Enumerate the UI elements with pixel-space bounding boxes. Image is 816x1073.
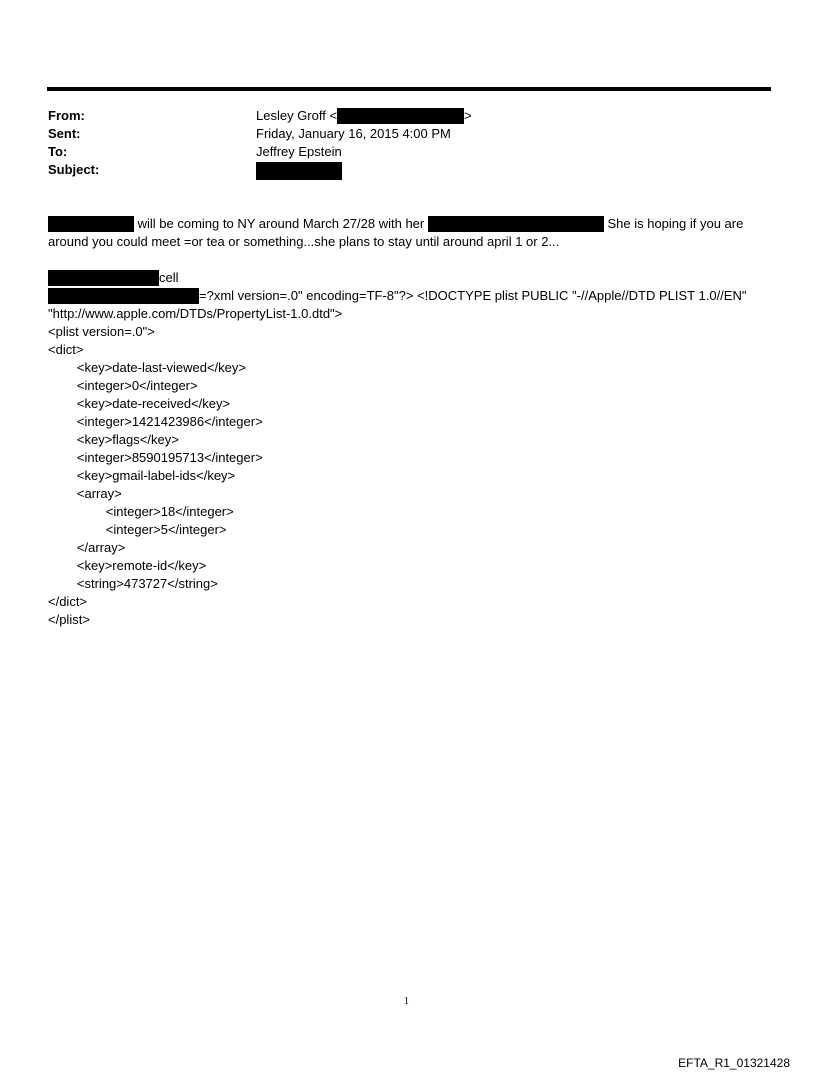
xml-line: <integer>1421423986</integer>: [48, 414, 263, 429]
from-label: From:: [48, 108, 85, 123]
xml-line: <integer>8590195713</integer>: [48, 450, 263, 465]
xml-line: <key>gmail-label-ids</key>: [48, 468, 236, 483]
header-divider: [47, 87, 771, 91]
body-text: will be coming to NY around March 27/28 with her: [134, 216, 428, 231]
body-line-2: around you could meet =or tea or something...she plans to stay until around april 1 or 2...: [48, 234, 560, 249]
xml-line: <string>473727</string>: [48, 576, 218, 591]
xml-first-line: [48, 287, 746, 305]
xml-line: <key>date-last-viewed</key>: [48, 360, 246, 375]
sent-label: Sent:: [48, 126, 81, 141]
from-name: Lesley Groff <: [256, 108, 338, 123]
redaction-box: [48, 216, 134, 232]
xml-line: <key>flags</key>: [48, 432, 179, 447]
xml-line: </dict>: [48, 594, 88, 609]
redaction-box: [337, 108, 464, 124]
xml-line: </array>: [48, 540, 126, 555]
xml-line: <array>: [48, 486, 122, 501]
xml-line: <integer>5</integer>: [48, 522, 227, 537]
xml-line: </plist>: [48, 612, 90, 627]
redaction-box: [48, 288, 199, 304]
body-line-1: [48, 215, 743, 233]
xml-line: <dict>: [48, 342, 84, 357]
redaction-box: [256, 162, 342, 180]
cell-label: cell: [159, 270, 179, 285]
from-value: [256, 107, 472, 125]
redaction-box: [428, 216, 604, 232]
subject-value: [256, 161, 342, 180]
bates-number: EFTA_R1_01321428: [678, 1056, 790, 1070]
sent-value: Friday, January 16, 2015 4:00 PM: [256, 126, 451, 141]
xml-text: =?xml version=.0" encoding=TF-8"?> <!DOCTYPE plist PUBLIC "-//Apple//DTD PLIST 1.0//EN": [199, 288, 747, 303]
to-label: To:: [48, 144, 68, 159]
cell-line: [48, 269, 179, 287]
xml-line: <integer>0</integer>: [48, 378, 198, 393]
redaction-box: [48, 270, 159, 286]
subject-label: Subject:: [48, 162, 100, 177]
to-value: Jeffrey Epstein: [256, 144, 342, 159]
xml-line: <key>remote-id</key>: [48, 558, 207, 573]
xml-line: <integer>18</integer>: [48, 504, 234, 519]
body-text: She is hoping if you are: [603, 216, 744, 231]
xml-line: <plist version=.0">: [48, 324, 155, 339]
page-number: 1: [404, 996, 409, 1007]
xml-line: "http://www.apple.com/DTDs/PropertyList-1.0.dtd">: [48, 306, 343, 321]
xml-line: <key>date-received</key>: [48, 396, 231, 411]
from-close: >: [464, 108, 472, 123]
